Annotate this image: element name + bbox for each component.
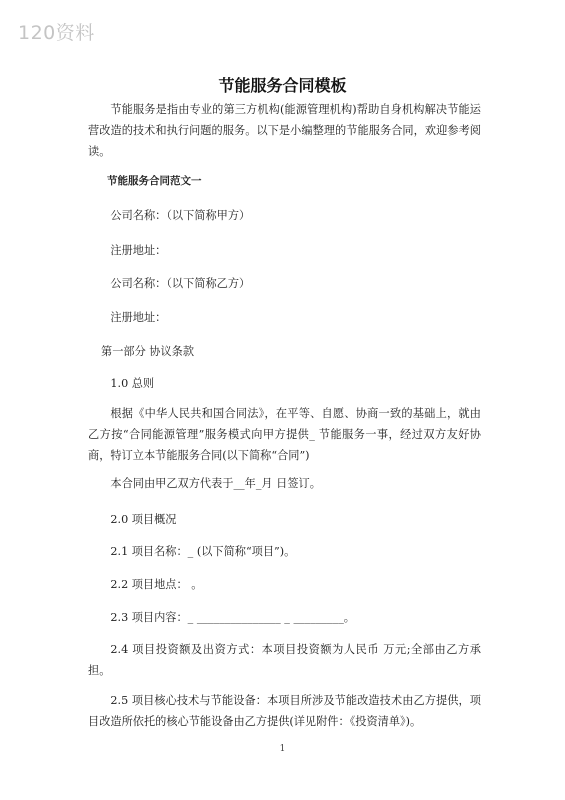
clause-2-4: 2.4 项目投资额及出资方式：本项目投资额为人民币 万元;全部由乙方承担。 (88, 643, 481, 677)
clause-2-1: 2.1 项目名称：_ (以下简称“项目”)。 (110, 545, 296, 558)
intro-paragraph: 节能服务是指由专业的第三方机构(能源管理机构)帮助自身机构解决节能运营改造的技术和执行问题的服务。以下是小编整理的节能服务合同，欢迎参考阅读。 (88, 103, 481, 158)
party-a-address: 注册地址： (110, 244, 167, 257)
part-one-heading: 第一部分 协议条款 (101, 345, 195, 358)
page-number: 1 (279, 744, 286, 754)
clause-2-5: 2.5 项目核心技术与节能设备：本项目所涉及节能改造技术由乙方提供，项目改造所依托的核心节能设备由乙方提供(详见附件：《投资清单》)。 (88, 694, 481, 728)
section-heading: 节能服务合同范文一 (107, 175, 202, 187)
clause-2-0-heading: 2.0 项目概况 (110, 513, 177, 526)
clause-2-3: 2.3 项目内容：_ _______________ _ _________。 (110, 611, 355, 624)
document-title: 节能服务合同模板 (218, 76, 347, 95)
clause-2-2: 2.2 项目地点： 。 (110, 578, 203, 591)
party-b-address: 注册地址： (110, 311, 167, 324)
party-b-name: 公司名称：（以下简称乙方） (110, 277, 251, 290)
clause-1-0-text: 根据《中华人民共和国合同法》，在平等、自愿、协商一致的基础上，就由乙方按“合同能源管理”服务模式向甲方提供_ 节能服务一事，经过双方友好协商，特订立本节能服务合同(以下简称“合同”) (88, 407, 481, 462)
watermark-logo: 120资料 (18, 22, 95, 44)
clause-1-0-heading: 1.0 总则 (110, 377, 155, 390)
signing-text: 本合同由甲乙双方代表于__年_月 日签订。 (110, 477, 321, 490)
party-a-name: 公司名称：（以下简称甲方） (110, 209, 251, 222)
